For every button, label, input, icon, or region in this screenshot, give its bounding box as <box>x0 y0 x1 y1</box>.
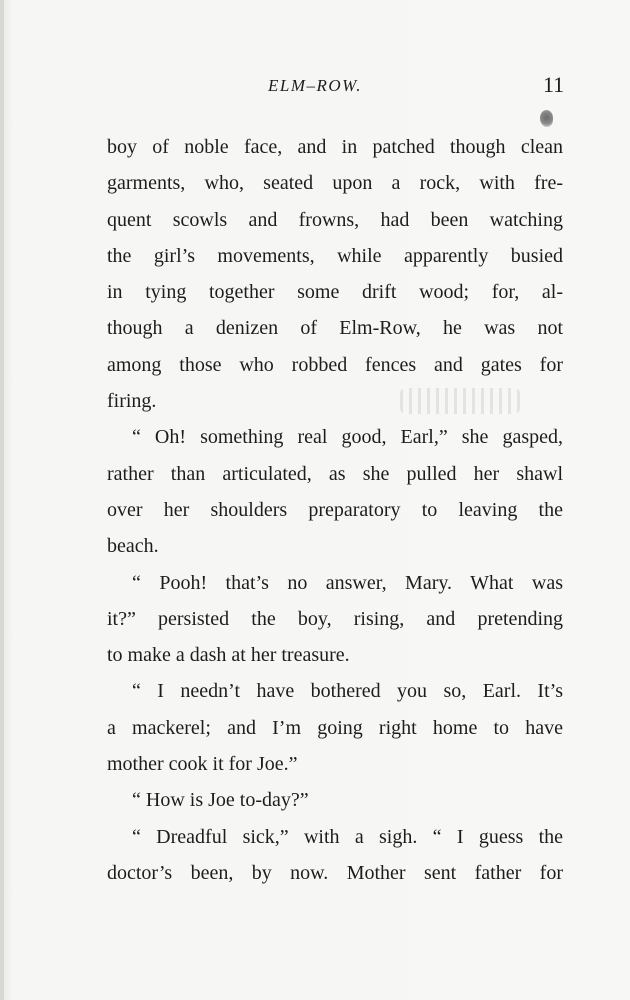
text-line: “ How is Joe to-day?” <box>132 789 309 812</box>
page-gutter-edge <box>0 0 4 1000</box>
running-title: ELM–ROW. <box>267 76 362 95</box>
text-line: though a denizen of Elm-Row, he was not <box>107 317 563 340</box>
text-line: in tying together some drift wood; for, al- <box>107 281 563 304</box>
page-number: 11 <box>543 72 565 97</box>
text-line: boy of noble face, and in patched though clean <box>107 136 563 158</box>
text-line: “ I needn’t have bothered you so, Earl. It’s <box>132 680 563 703</box>
text-line: rather than articulated, as she pulled her shawl <box>107 462 563 485</box>
text-line: to make a dash at her treasure. <box>107 644 350 667</box>
text-line: doctor’s been, by now. Mother sent father for <box>107 861 563 884</box>
text-line: a mackerel; and I’m going right home to have <box>107 716 563 739</box>
text-line: quent scowls and frowns, had been watching <box>107 208 563 231</box>
body-text <box>107 129 563 891</box>
text-line: the girl’s movements, while apparently busied <box>107 244 563 267</box>
text-line: among those who robbed fences and gates for <box>107 353 563 376</box>
text-line: mother cook it for Joe.” <box>107 753 298 776</box>
text-line: “ Pooh! that’s no answer, Mary. What was <box>132 571 563 594</box>
text-line: “ Dreadful sick,” with a sigh. “ I guess the <box>132 825 563 848</box>
text-line: beach. <box>107 535 159 558</box>
text-line: firing. <box>107 390 157 413</box>
text-line: “ Oh! something real good, Earl,” she gasped, <box>132 426 563 449</box>
text-line: garments, who, seated upon a rock, with fre- <box>107 172 563 195</box>
ink-blot-mark <box>540 110 553 127</box>
text-line: over her shoulders preparatory to leaving the <box>107 498 563 521</box>
text-line: it?” persisted the boy, rising, and pretending <box>107 607 563 630</box>
